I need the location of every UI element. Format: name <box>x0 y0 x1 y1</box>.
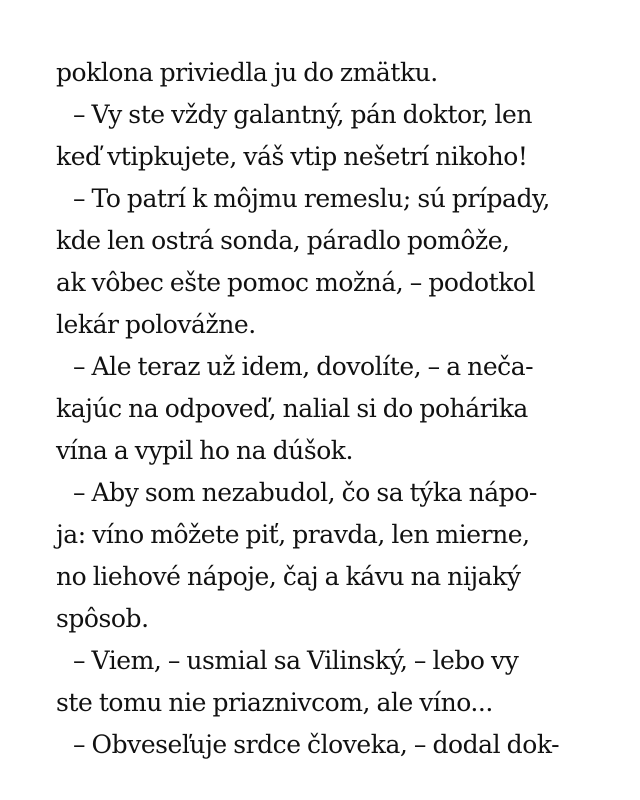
text-line: ste tomu nie priaznivcom, ale víno... <box>56 688 493 717</box>
text-line: – Aby som nezabudol, čo sa týka nápo- <box>73 478 537 507</box>
text-line: – Ale teraz už idem, dovolíte, – a neča- <box>73 352 534 381</box>
text-line: lekár polovážne. <box>56 310 256 339</box>
text-line: – To patrí k môjmu remeslu; sú prípady, <box>73 184 550 213</box>
text-line: – Obveseľuje srdce človeka, – dodal dok- <box>73 730 560 759</box>
text-line: kajúc na odpoveď, nalial si do pohárika <box>56 394 528 423</box>
text-line: ja: víno môžete piť, pravda, len mierne, <box>56 520 530 549</box>
text-line: keď vtipkujete, váš vtip nešetrí nikoho! <box>56 142 528 171</box>
text-line: – Vy ste vždy galantný, pán doktor, len <box>73 100 532 129</box>
text-line: poklona priviedla ju do zmätku. <box>56 58 438 87</box>
text-line: no liehové nápoje, čaj a kávu na nijaký <box>56 562 521 591</box>
text-line: ak vôbec ešte pomoc možná, – podotkol <box>56 268 536 297</box>
text-line: – Viem, – usmial sa Vilinský, – lebo vy <box>73 646 519 675</box>
text-line: spôsob. <box>56 604 149 633</box>
text-line: kde len ostrá sonda, páradlo pomôže, <box>56 226 510 255</box>
text-line: vína a vypil ho na dúšok. <box>56 436 353 465</box>
book-page-text <box>56 52 596 766</box>
